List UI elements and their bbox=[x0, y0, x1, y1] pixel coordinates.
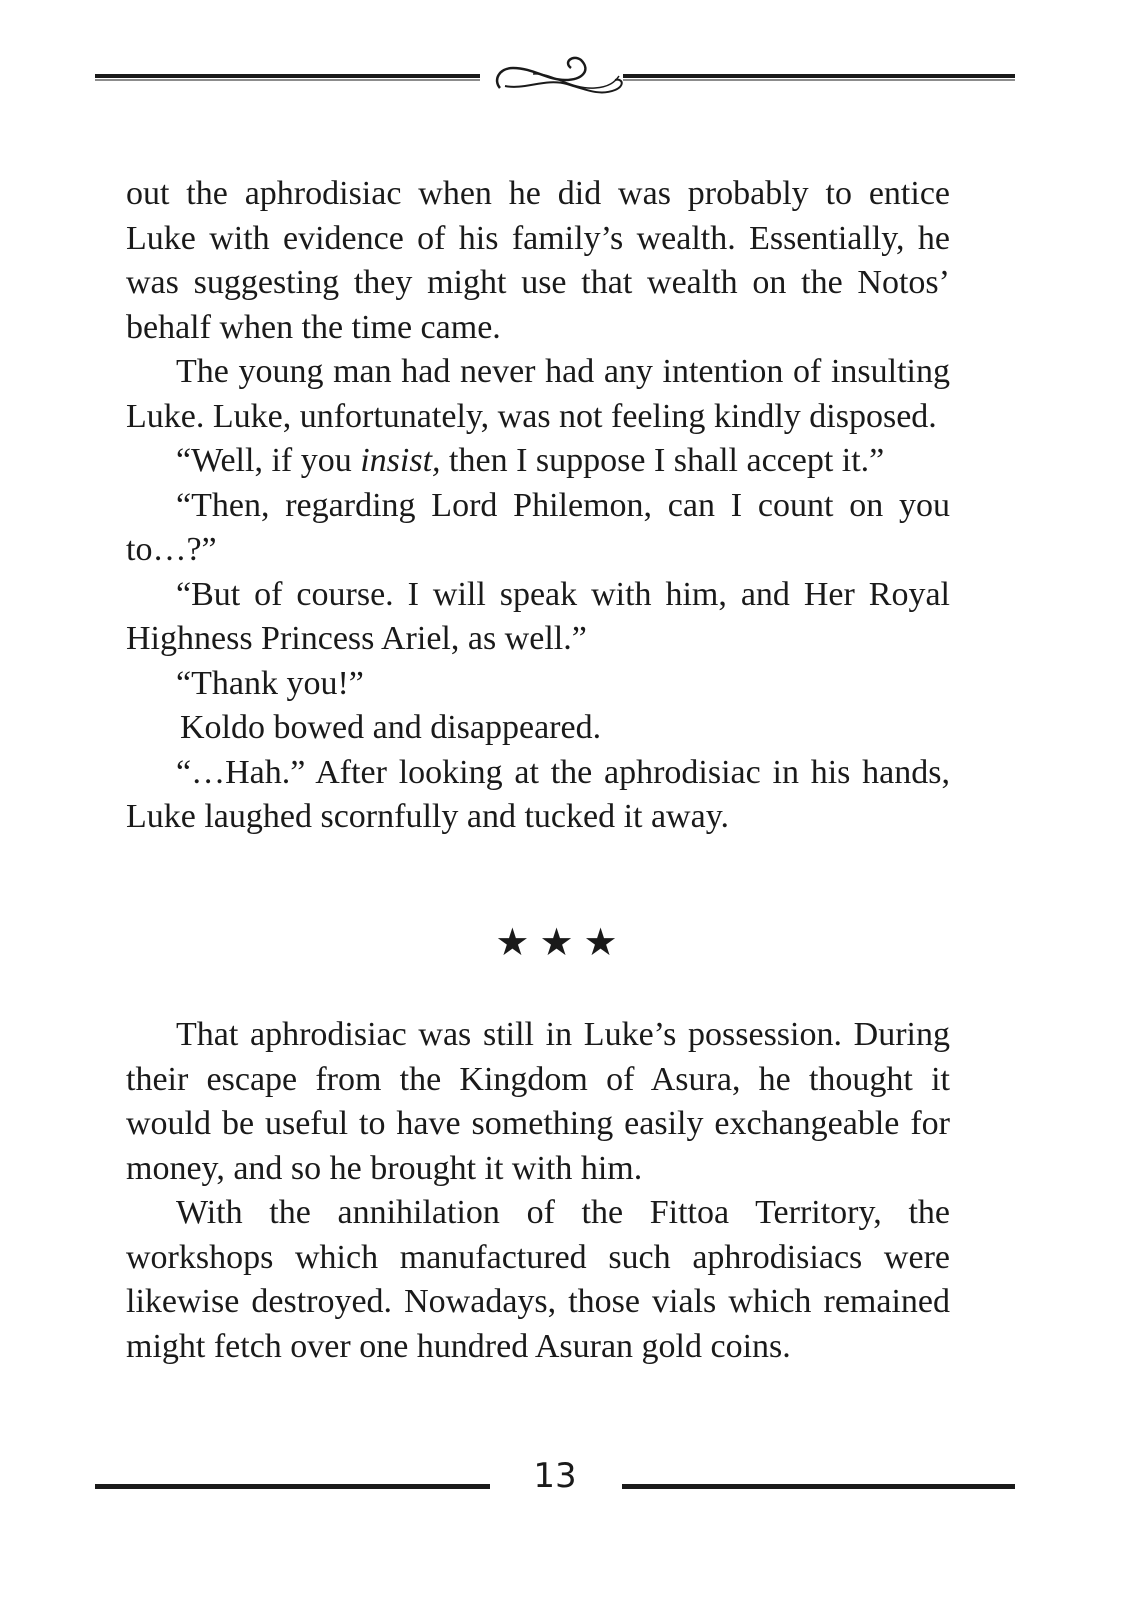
page-number: 13 bbox=[533, 1456, 577, 1496]
emphasis-text: insist, bbox=[360, 442, 441, 479]
dialogue-paragraph: “But of course. I will speak with him, and Her Royal Highness Princess Ariel, as well.” bbox=[126, 575, 950, 657]
paragraph: The young man had never had any intention of insulting Luke. Luke, unfortunately, was not feeling kindly disposed. bbox=[126, 353, 950, 435]
text-block-1 bbox=[126, 172, 950, 840]
dialogue-paragraph: “…Hah.” After looking at the aphrodisiac in his hands, Luke laughed scornfully and tucked it away. bbox=[126, 753, 950, 835]
dialogue-paragraph bbox=[126, 439, 950, 484]
paragraph: With the annihilation of the Fittoa Territory, the workshops which manufactured such aphrodisiacs were likewise destroyed. Nowadays, those vials which remained might fetch over one hundred Asuran gold coins. bbox=[126, 1194, 950, 1365]
paragraph: out the aphrodisiac when he did was probably to entice Luke with evidence of his family’s wealth. Essentially, he was suggesting they might use that wealth on the Notos’ behalf when the time came. bbox=[126, 175, 950, 346]
paragraph: That aphrodisiac was still in Luke’s possession. During their escape from the Kingdom of Asura, he thought it would be useful to have something easily exchangeable for money, and so he brought it with him. bbox=[126, 1016, 950, 1187]
scene-break-stars: ★★★ bbox=[495, 920, 628, 964]
dialogue-text: “Well, if you bbox=[176, 442, 361, 479]
dialogue-paragraph: “Then, regarding Lord Philemon, can I count on you to…?” bbox=[126, 486, 950, 568]
dialogue-paragraph: “Thank you!” bbox=[176, 664, 364, 702]
text-block-2 bbox=[126, 1013, 950, 1369]
header-ornament bbox=[95, 50, 1015, 102]
paragraph: Koldo bowed and disappeared. bbox=[180, 709, 602, 746]
footer-rule-left-thin bbox=[95, 1488, 490, 1489]
footer-rule-right-thin bbox=[622, 1488, 1015, 1489]
dialogue-text: then I suppose I shall accept it.” bbox=[440, 442, 885, 479]
